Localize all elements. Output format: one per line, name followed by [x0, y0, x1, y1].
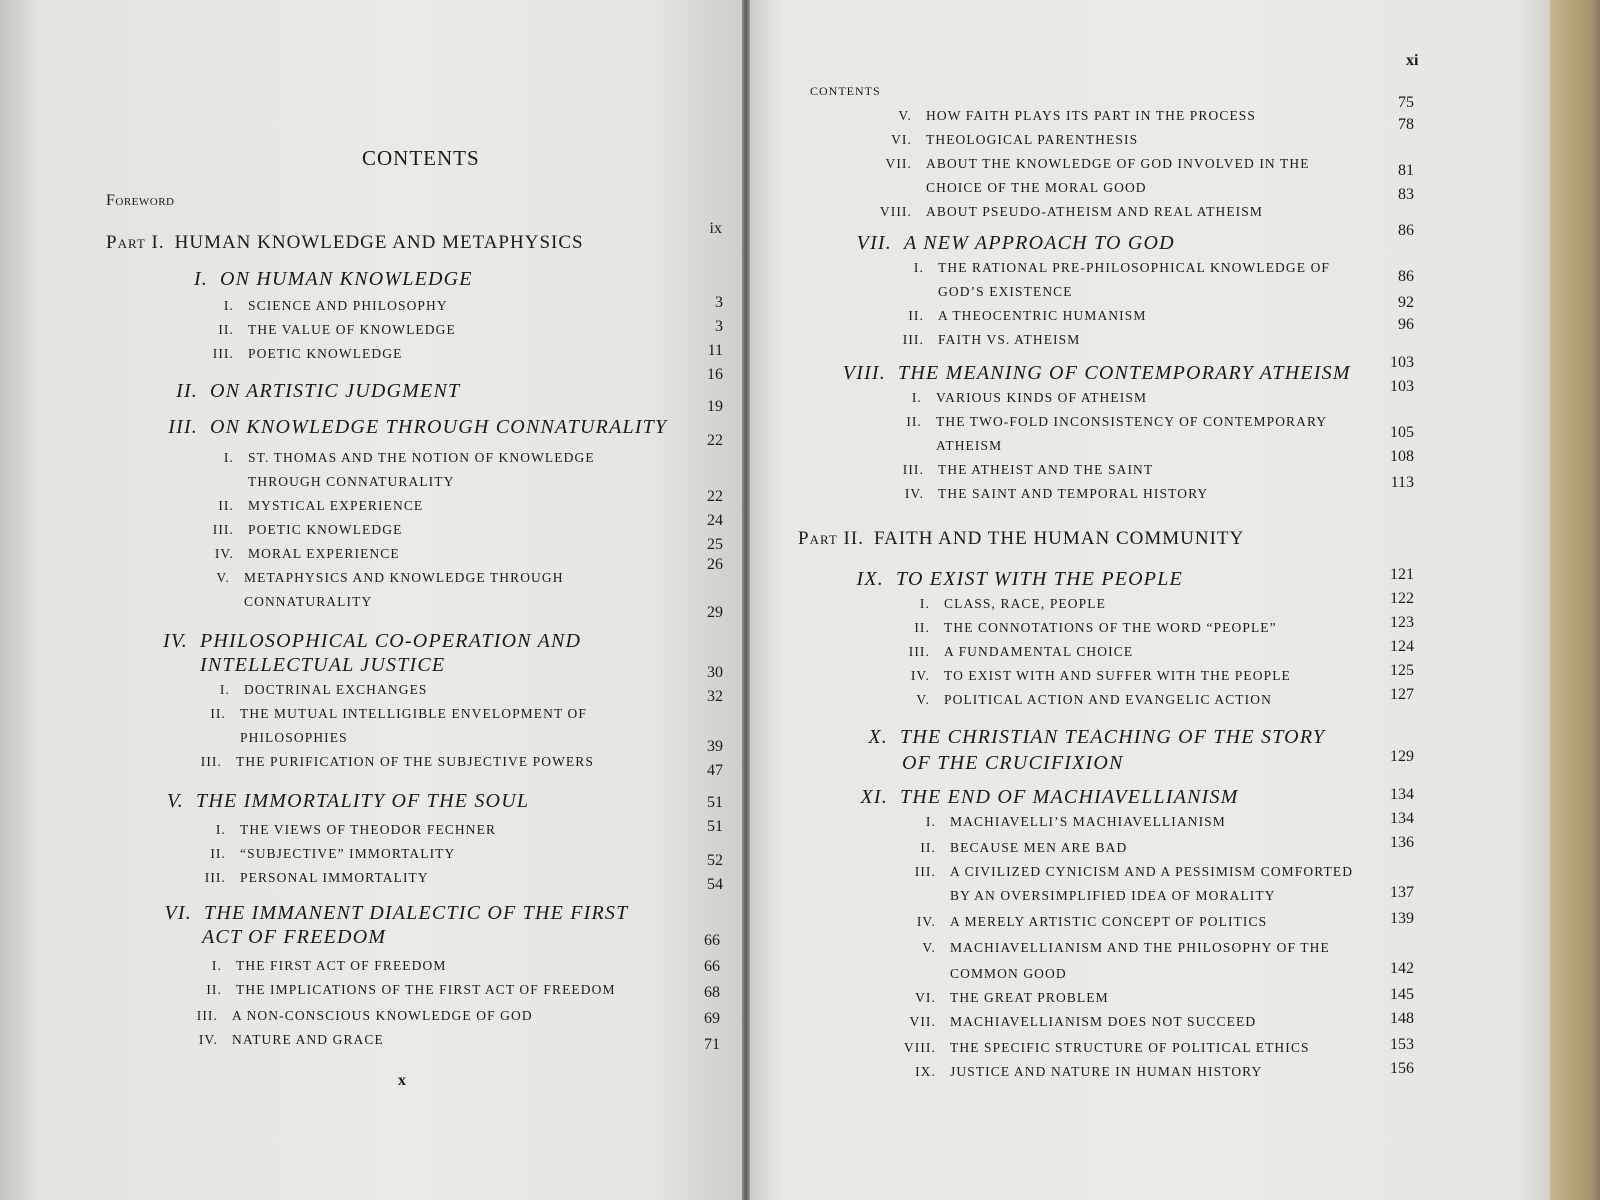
section-entry-cont: PHILOSOPHIES [240, 730, 348, 745]
page-number: 139 [1390, 910, 1414, 927]
section-entry: VIII. THE SPECIFIC STRUCTURE OF POLITICAL ETHICS [903, 1040, 1310, 1055]
chapter-heading-cont: OF THE CRUCIFIXION [902, 752, 1124, 774]
page-number: 47 [707, 762, 723, 779]
page-number: 123 [1390, 614, 1414, 631]
page-number: 127 [1390, 686, 1414, 703]
page-number: 103 [1390, 354, 1414, 371]
section-entry: VI. THEOLOGICAL PARENTHESIS [891, 132, 1139, 147]
page-number: 122 [1390, 590, 1414, 607]
chapter-heading: VII. A NEW APPROACH TO GOD [856, 232, 1175, 254]
section-entry: II. THE CONNOTATIONS OF THE WORD “PEOPLE” [914, 620, 1277, 635]
chapter-heading: X. THE CHRISTIAN TEACHING OF THE STORY [868, 726, 1326, 748]
page-number: 156 [1390, 1060, 1414, 1077]
page-number: 75 [1398, 94, 1414, 111]
book-cover-edge [1550, 0, 1600, 1200]
section-entry-cont: COMMON GOOD [950, 966, 1067, 981]
section-entry: I. THE RATIONAL PRE-PHILOSOPHICAL KNOWLEDGE OF [913, 260, 1331, 275]
chapter-heading: XI. THE END OF MACHIAVELLIANISM [860, 786, 1239, 808]
section-entry-cont: BY AN OVERSIMPLIFIED IDEA OF MORALITY [950, 888, 1276, 903]
page-number: 19 [707, 398, 723, 415]
running-head: CONTENTS [810, 84, 881, 98]
part-title: FAITH AND THE HUMAN COMMUNITY [873, 528, 1245, 549]
section-entry: III. PERSONAL IMMORTALITY [204, 870, 429, 885]
section-entry: II. BECAUSE MEN ARE BAD [920, 840, 1128, 855]
section-entry: II. THE MUTUAL INTELLIGIBLE ENVELOPMENT OF [210, 706, 588, 721]
chapter-heading: VI. THE IMMANENT DIALECTIC OF THE FIRST [164, 902, 629, 924]
page-number: 136 [1390, 834, 1414, 851]
chapter-heading-cont: INTELLECTUAL JUSTICE [200, 654, 446, 676]
page-number: 137 [1390, 884, 1414, 901]
section-entry: IV. NATURE AND GRACE [198, 1032, 384, 1047]
section-entry: III. POETIC KNOWLEDGE [212, 522, 403, 537]
page-number: 113 [1390, 474, 1414, 491]
page-number: 108 [1390, 448, 1414, 465]
section-entry: III. A FUNDAMENTAL CHOICE [908, 644, 1134, 659]
section-entry: I. THE FIRST ACT OF FREEDOM [211, 958, 447, 973]
section-entry: I. CLASS, RACE, PEOPLE [919, 596, 1106, 611]
page-number: 24 [707, 512, 723, 529]
section-entry: VIII. ABOUT PSEUDO-ATHEISM AND REAL ATHEISM [879, 204, 1263, 219]
page-number: 125 [1390, 662, 1414, 679]
section-entry: I. THE VIEWS OF THEODOR FECHNER [215, 822, 497, 837]
section-entry-cont: CONNATURALITY [244, 594, 373, 609]
page-number: 81 [1398, 162, 1414, 179]
chapter-heading-cont: ACT OF FREEDOM [202, 926, 387, 948]
page-number: 134 [1390, 786, 1414, 803]
section-entry: I. VARIOUS KINDS OF ATHEISM [911, 390, 1148, 405]
page-number: 86 [1398, 222, 1414, 239]
chapter-heading: III. ON KNOWLEDGE THROUGH CONNATURALITY [168, 416, 668, 438]
page-number: 142 [1390, 960, 1414, 977]
page-number: 83 [1398, 186, 1414, 203]
page-number: 92 [1398, 294, 1414, 311]
page-number: 22 [707, 432, 723, 449]
page-number: 129 [1390, 748, 1414, 765]
folio-left: x [398, 1072, 406, 1089]
chapter-heading: VIII. THE MEANING OF CONTEMPORARY ATHEISM [842, 362, 1351, 384]
right-page [750, 0, 1550, 1200]
section-entry: IV. A MERELY ARTISTIC CONCEPT OF POLITICS [916, 914, 1268, 929]
page-number: 3 [715, 318, 723, 335]
page-number: 26 [707, 556, 723, 573]
foreword-page: ix [709, 220, 722, 237]
section-entry: III. THE PURIFICATION OF THE SUBJECTIVE POWERS [200, 754, 594, 769]
section-entry: I. ST. THOMAS AND THE NOTION OF KNOWLEDGE [223, 450, 595, 465]
chapter-heading: IX. TO EXIST WITH THE PEOPLE [856, 568, 1183, 590]
page-number: 71 [704, 1036, 720, 1053]
page-number: 29 [707, 604, 723, 621]
section-entry: V. MACHIAVELLIANISM AND THE PHILOSOPHY OF THE [922, 940, 1330, 955]
section-entry: I. MACHIAVELLI’S MACHIAVELLIANISM [925, 814, 1226, 829]
folio-right: xi [1406, 52, 1419, 69]
page-number: 103 [1390, 378, 1414, 395]
page-number: 121 [1390, 566, 1414, 583]
part-two-heading [798, 528, 1244, 550]
section-entry-cont: ATHEISM [936, 438, 1003, 453]
section-entry: I. SCIENCE AND PHILOSOPHY [223, 298, 448, 313]
page-number: 153 [1390, 1036, 1414, 1053]
page-number: 30 [707, 664, 723, 681]
section-entry: VII. MACHIAVELLIANISM DOES NOT SUCCEED [909, 1014, 1257, 1029]
section-entry: VI. THE GREAT PROBLEM [915, 990, 1109, 1005]
section-entry: III. A NON-CONSCIOUS KNOWLEDGE OF GOD [196, 1008, 533, 1023]
page-number: 32 [707, 688, 723, 705]
section-entry: III. FAITH VS. ATHEISM [902, 332, 1081, 347]
chapter-heading: IV. PHILOSOPHICAL CO-OPERATION AND [163, 630, 582, 652]
page-number: 68 [704, 984, 720, 1001]
section-entry: II. A THEOCENTRIC HUMANISM [908, 308, 1147, 323]
page-number: 3 [715, 294, 723, 311]
section-entry: II. “SUBJECTIVE” IMMORTALITY [210, 846, 456, 861]
chapter-heading: I. ON HUMAN KNOWLEDGE [193, 268, 473, 290]
section-entry: III. POETIC KNOWLEDGE [212, 346, 403, 361]
page-number: 96 [1398, 316, 1414, 333]
part-one-heading [106, 232, 584, 254]
book-gutter [742, 0, 750, 1200]
part-title: HUMAN KNOWLEDGE AND METAPHYSICS [174, 232, 584, 253]
contents-title: CONTENTS [362, 146, 480, 170]
page-number: 66 [704, 932, 720, 949]
page-number: 52 [707, 852, 723, 869]
page-number: 145 [1390, 986, 1414, 1003]
foreword-entry: Foreword [106, 192, 175, 209]
page-number: 105 [1390, 424, 1414, 441]
page-number: 11 [707, 342, 723, 359]
page-number: 51 [707, 794, 723, 811]
page-number: 16 [707, 366, 723, 383]
section-entry-cont: THROUGH CONNATURALITY [248, 474, 455, 489]
page-number: 54 [707, 876, 723, 893]
section-entry: II. THE TWO-FOLD INCONSISTENCY OF CONTEMPORARY [906, 414, 1328, 429]
section-entry: V. POLITICAL ACTION AND EVANGELIC ACTION [916, 692, 1272, 707]
page-number: 39 [707, 738, 723, 755]
section-entry: IV. MORAL EXPERIENCE [214, 546, 400, 561]
section-entry: IX. JUSTICE AND NATURE IN HUMAN HISTORY [915, 1064, 1263, 1079]
page-number: 51 [707, 818, 723, 835]
page-number: 25 [707, 536, 723, 553]
page-number: 124 [1390, 638, 1414, 655]
page-number: 86 [1398, 268, 1414, 285]
section-entry: IV. TO EXIST WITH AND SUFFER WITH THE PEOPLE [910, 668, 1291, 683]
section-entry-cont: GOD’S EXISTENCE [938, 284, 1073, 299]
section-entry: II. THE IMPLICATIONS OF THE FIRST ACT OF FREEDOM [206, 982, 616, 997]
section-entry-cont: CHOICE OF THE MORAL GOOD [926, 180, 1147, 195]
section-entry: IV. THE SAINT AND TEMPORAL HISTORY [904, 486, 1209, 501]
chapter-heading: II. ON ARTISTIC JUDGMENT [176, 380, 461, 402]
section-entry: I. DOCTRINAL EXCHANGES [219, 682, 428, 697]
section-entry: VII. ABOUT THE KNOWLEDGE OF GOD INVOLVED IN THE [885, 156, 1310, 171]
part-label: Part II. [798, 528, 864, 549]
page-number: 134 [1390, 810, 1414, 827]
section-entry: II. MYSTICAL EXPERIENCE [218, 498, 424, 513]
section-entry: V. HOW FAITH PLAYS ITS PART IN THE PROCESS [898, 108, 1257, 123]
section-entry: III. A CIVILIZED CYNICISM AND A PESSIMISM COMFORTED [914, 864, 1354, 879]
section-entry: II. THE VALUE OF KNOWLEDGE [218, 322, 456, 337]
part-label: Part I. [106, 232, 165, 253]
section-entry: V. METAPHYSICS AND KNOWLEDGE THROUGH [216, 570, 564, 585]
page-number: 148 [1390, 1010, 1414, 1027]
page-number: 22 [707, 488, 723, 505]
left-page [0, 0, 742, 1200]
chapter-heading: V. THE IMMORTALITY OF THE SOUL [166, 790, 530, 812]
page-number: 69 [704, 1010, 720, 1027]
page-number: 66 [704, 958, 720, 975]
page-number: 78 [1398, 116, 1414, 133]
section-entry: III. THE ATHEIST AND THE SAINT [902, 462, 1154, 477]
